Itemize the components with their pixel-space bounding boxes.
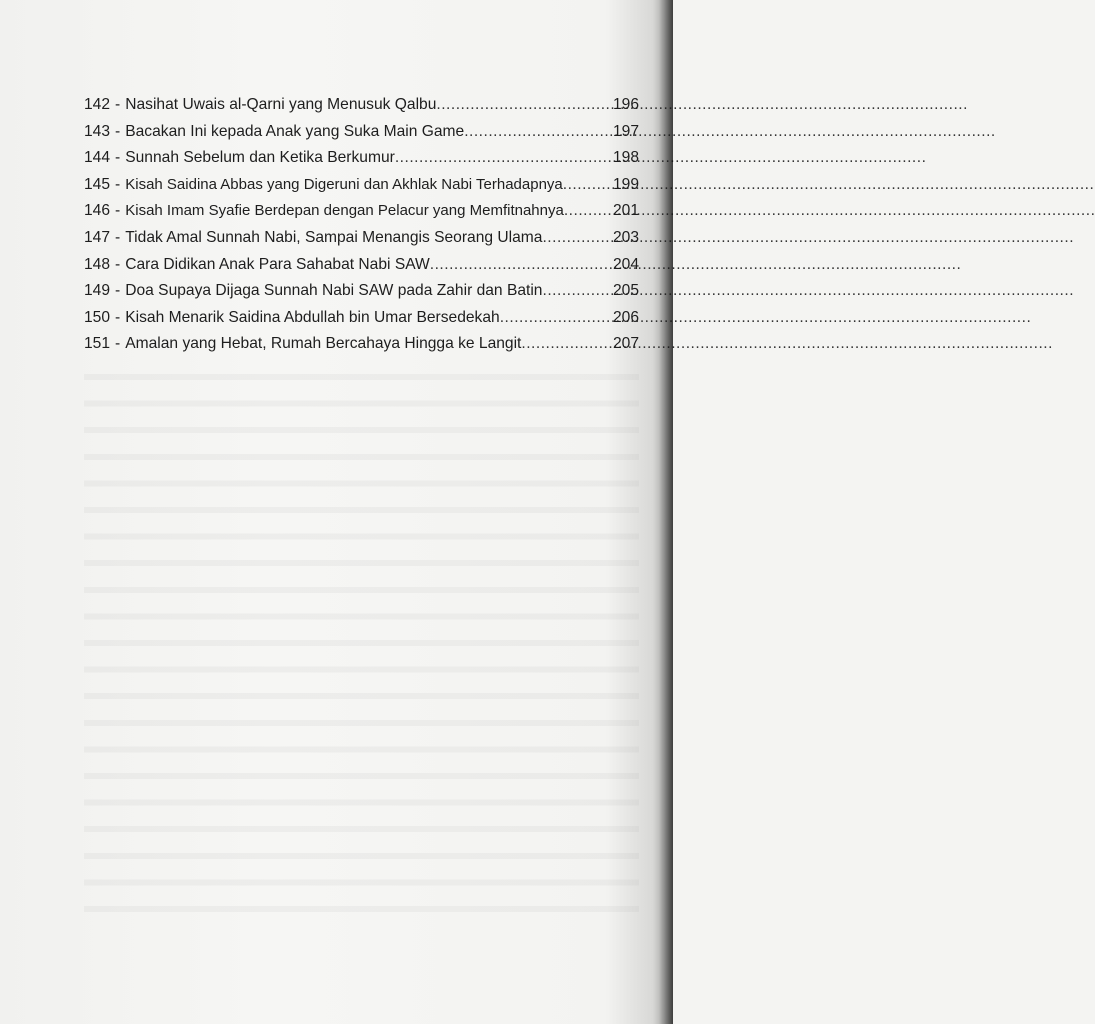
entry-number: 142 xyxy=(84,96,111,113)
entry-number: 143 xyxy=(84,122,111,140)
entry-separator: - xyxy=(115,175,121,193)
entry-title: Amalan yang Hebat, Rumah Bercahaya Hingga ke Langit xyxy=(125,335,522,353)
entry-title: Nasihat Uwais al-Qarni yang Menusuk Qalbu xyxy=(125,96,437,113)
dot-leader xyxy=(563,172,612,199)
dot-leader xyxy=(542,278,611,305)
toc-entry xyxy=(84,172,639,199)
entry-page-number: 205 xyxy=(612,282,639,300)
entry-page-number: 201 xyxy=(612,202,639,220)
entry-title: Doa Supaya Dijaga Sunnah Nabi SAW pada Zahir dan Batin xyxy=(125,282,543,300)
entry-page-number: 196 xyxy=(612,96,639,113)
dot-leader xyxy=(436,92,612,119)
entry-number: 144 xyxy=(84,149,111,167)
entry-separator: - xyxy=(115,255,121,273)
toc-entry xyxy=(84,198,639,225)
entry-title: Kisah Saidina Abbas yang Digeruni dan Akhlak Nabi Terhadapnya xyxy=(125,175,563,193)
entry-number: 147 xyxy=(84,228,111,246)
dot-leader xyxy=(542,225,612,252)
entry-separator: - xyxy=(115,149,121,167)
toc-entry xyxy=(84,92,639,119)
entry-number: 149 xyxy=(84,282,111,300)
entry-separator: - xyxy=(115,202,121,220)
entry-page-number: 197 xyxy=(612,122,639,140)
entry-page-number: 199 xyxy=(612,175,639,193)
toc-entry xyxy=(84,305,639,332)
toc-entry xyxy=(84,278,639,305)
entry-page-number: 207 xyxy=(612,335,639,353)
entry-page-number: 206 xyxy=(612,308,639,326)
entry-page-number: 204 xyxy=(612,255,639,273)
dot-leader xyxy=(464,119,612,146)
table-of-contents xyxy=(84,92,639,358)
entry-page-number: 203 xyxy=(612,228,639,246)
dot-leader xyxy=(564,198,612,225)
show-through-background xyxy=(84,360,639,920)
toc-entry xyxy=(84,145,639,172)
entry-separator: - xyxy=(115,228,121,246)
toc-entry xyxy=(84,331,639,358)
toc-entry xyxy=(84,252,639,279)
entry-title: Tidak Amal Sunnah Nabi, Sampai Menangis Seorang Ulama xyxy=(125,228,543,246)
entry-title: Sunnah Sebelum dan Ketika Berkumur xyxy=(125,149,395,167)
dot-leader xyxy=(430,252,612,279)
entry-number: 146 xyxy=(84,202,111,220)
entry-separator: - xyxy=(115,308,121,326)
entry-separator: - xyxy=(115,282,121,300)
entry-title: Kisah Imam Syafie Berdepan dengan Pelacur yang Memfitnahnya xyxy=(125,202,564,220)
dot-leader xyxy=(521,331,612,358)
entry-title: Bacakan Ini kepada Anak yang Suka Main Game xyxy=(125,122,465,140)
entry-title: Cara Didikan Anak Para Sahabat Nabi SAW xyxy=(125,255,430,273)
entry-page-number: 198 xyxy=(612,149,639,167)
entry-number: 151 xyxy=(84,335,111,353)
entry-number: 145 xyxy=(84,175,111,193)
entry-separator: - xyxy=(115,122,121,140)
dot-leader xyxy=(395,145,612,172)
toc-entry xyxy=(84,225,639,252)
entry-title: Kisah Menarik Saidina Abdullah bin Umar Bersedekah xyxy=(125,308,500,326)
toc-entry xyxy=(84,119,639,146)
dot-leader xyxy=(500,305,612,332)
page-binding-shadow xyxy=(659,0,673,1024)
entry-separator: - xyxy=(115,96,121,113)
entry-separator: - xyxy=(115,335,121,353)
entry-number: 148 xyxy=(84,255,111,273)
entry-number: 150 xyxy=(84,308,111,326)
